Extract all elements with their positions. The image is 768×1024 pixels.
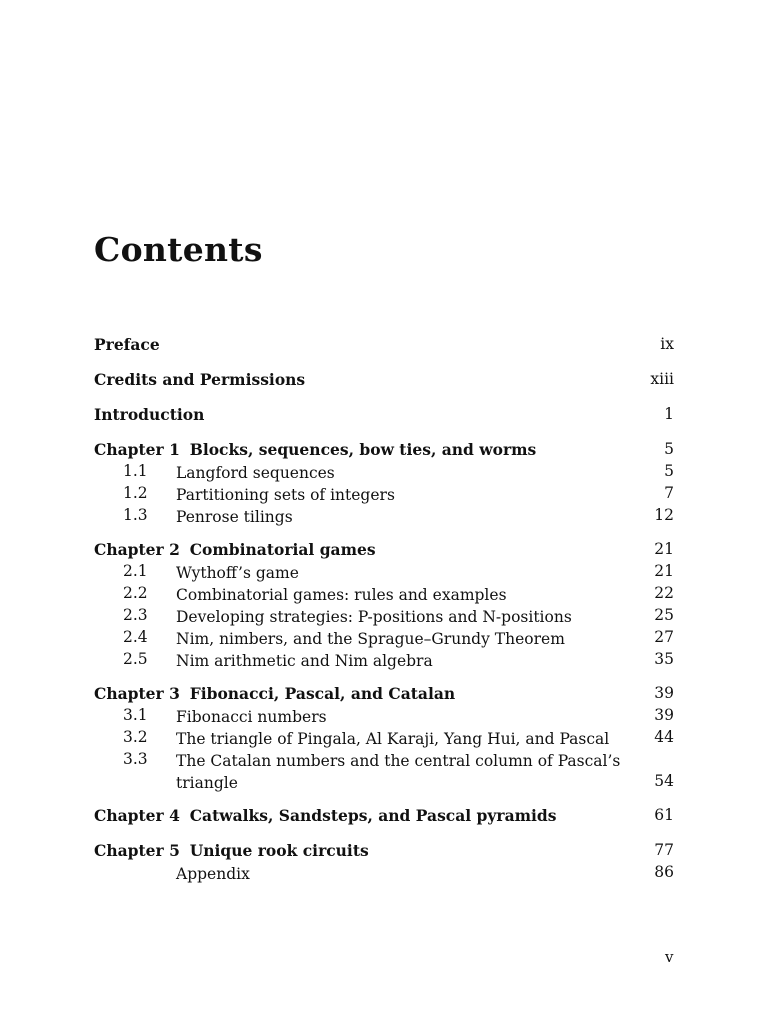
section-number: 2.1 [123, 562, 148, 580]
section-title: Nim, nimbers, and the Sprague–Grundy Theorem [176, 630, 565, 648]
toc-page-number: 25 [654, 606, 674, 624]
chapter-label: Chapter 2 [94, 540, 180, 559]
section-number: 2.3 [123, 606, 148, 624]
section-number: 2.2 [123, 584, 148, 602]
toc-page-number: 12 [654, 506, 674, 524]
section-number: 3.2 [123, 728, 148, 746]
section-title: The Catalan numbers and the central column of Pascal’s triangle [176, 752, 621, 792]
chapter-label: Chapter 5 [94, 841, 180, 860]
section-title: Penrose tilings [176, 508, 293, 526]
toc-entry-title: Preface [94, 335, 160, 354]
toc-page-number: 1 [664, 405, 674, 423]
toc-page-number: 86 [654, 863, 674, 881]
chapter-label: Chapter 1 [94, 440, 180, 459]
section-number: 1.3 [123, 506, 148, 524]
toc-page-number: 21 [654, 562, 674, 580]
section-number: 1.1 [123, 462, 148, 480]
toc-page-number: 44 [654, 728, 674, 746]
toc-entry-introduction[interactable] [94, 405, 674, 424]
toc-page-number: 7 [664, 484, 674, 502]
page-folio: v [665, 948, 674, 966]
chapter-title: Catwalks, Sandsteps, and Pascal pyramids [189, 806, 557, 825]
section-title: Appendix [176, 865, 250, 883]
chapter-title: Blocks, sequences, bow ties, and worms [189, 440, 537, 459]
section-title: Fibonacci numbers [176, 708, 327, 726]
toc-chapter-3[interactable] [94, 684, 674, 703]
toc-page-number: 39 [654, 684, 674, 702]
toc-page-number: 35 [654, 650, 674, 668]
section-title: Langford sequences [176, 464, 335, 482]
section-number: 3.1 [123, 706, 148, 724]
section-title: The triangle of Pingala, Al Karaji, Yang Hui, and Pascal [176, 730, 610, 748]
chapter-label: Chapter 3 [94, 684, 180, 703]
toc-page-number: 61 [654, 806, 674, 824]
page-title: Contents [94, 230, 263, 269]
chapter-title: Combinatorial games [189, 540, 376, 559]
toc-chapter-4[interactable] [94, 806, 674, 825]
section-number: 2.5 [123, 650, 148, 668]
toc-entry-title: Introduction [94, 405, 205, 424]
toc-chapter-5[interactable] [94, 841, 674, 860]
chapter-title: Unique rook circuits [189, 841, 369, 860]
section-title: Wythoff’s game [176, 564, 299, 582]
toc-page-number: 5 [664, 462, 674, 480]
toc-chapter-2[interactable] [94, 540, 674, 559]
toc-entry-title: Credits and Permissions [94, 370, 306, 389]
toc-page-number: 39 [654, 706, 674, 724]
toc-entry-credits[interactable] [94, 370, 674, 389]
section-title: Developing strategies: P-positions and N-positions [176, 608, 572, 626]
toc-page-number: xiii [650, 370, 674, 388]
toc-page-number: 77 [654, 841, 674, 859]
toc-page-number: 22 [654, 584, 674, 602]
toc-section[interactable] [94, 750, 674, 794]
toc-page-number: 27 [654, 628, 674, 646]
toc-page-number: 54 [654, 772, 674, 790]
toc-page-number: 21 [654, 540, 674, 558]
chapter-title: Fibonacci, Pascal, and Catalan [189, 684, 456, 703]
section-number: 1.2 [123, 484, 148, 502]
section-number: 2.4 [123, 628, 148, 646]
toc-entry-preface[interactable] [94, 335, 674, 354]
toc-page-number: ix [660, 335, 674, 353]
toc-chapter-1[interactable] [94, 440, 674, 459]
section-number: 3.3 [123, 750, 148, 768]
chapter-label: Chapter 4 [94, 806, 180, 825]
section-title: Nim arithmetic and Nim algebra [176, 652, 433, 670]
section-title: Combinatorial games: rules and examples [176, 586, 507, 604]
section-title: Partitioning sets of integers [176, 486, 395, 504]
toc-page-number: 5 [664, 440, 674, 458]
